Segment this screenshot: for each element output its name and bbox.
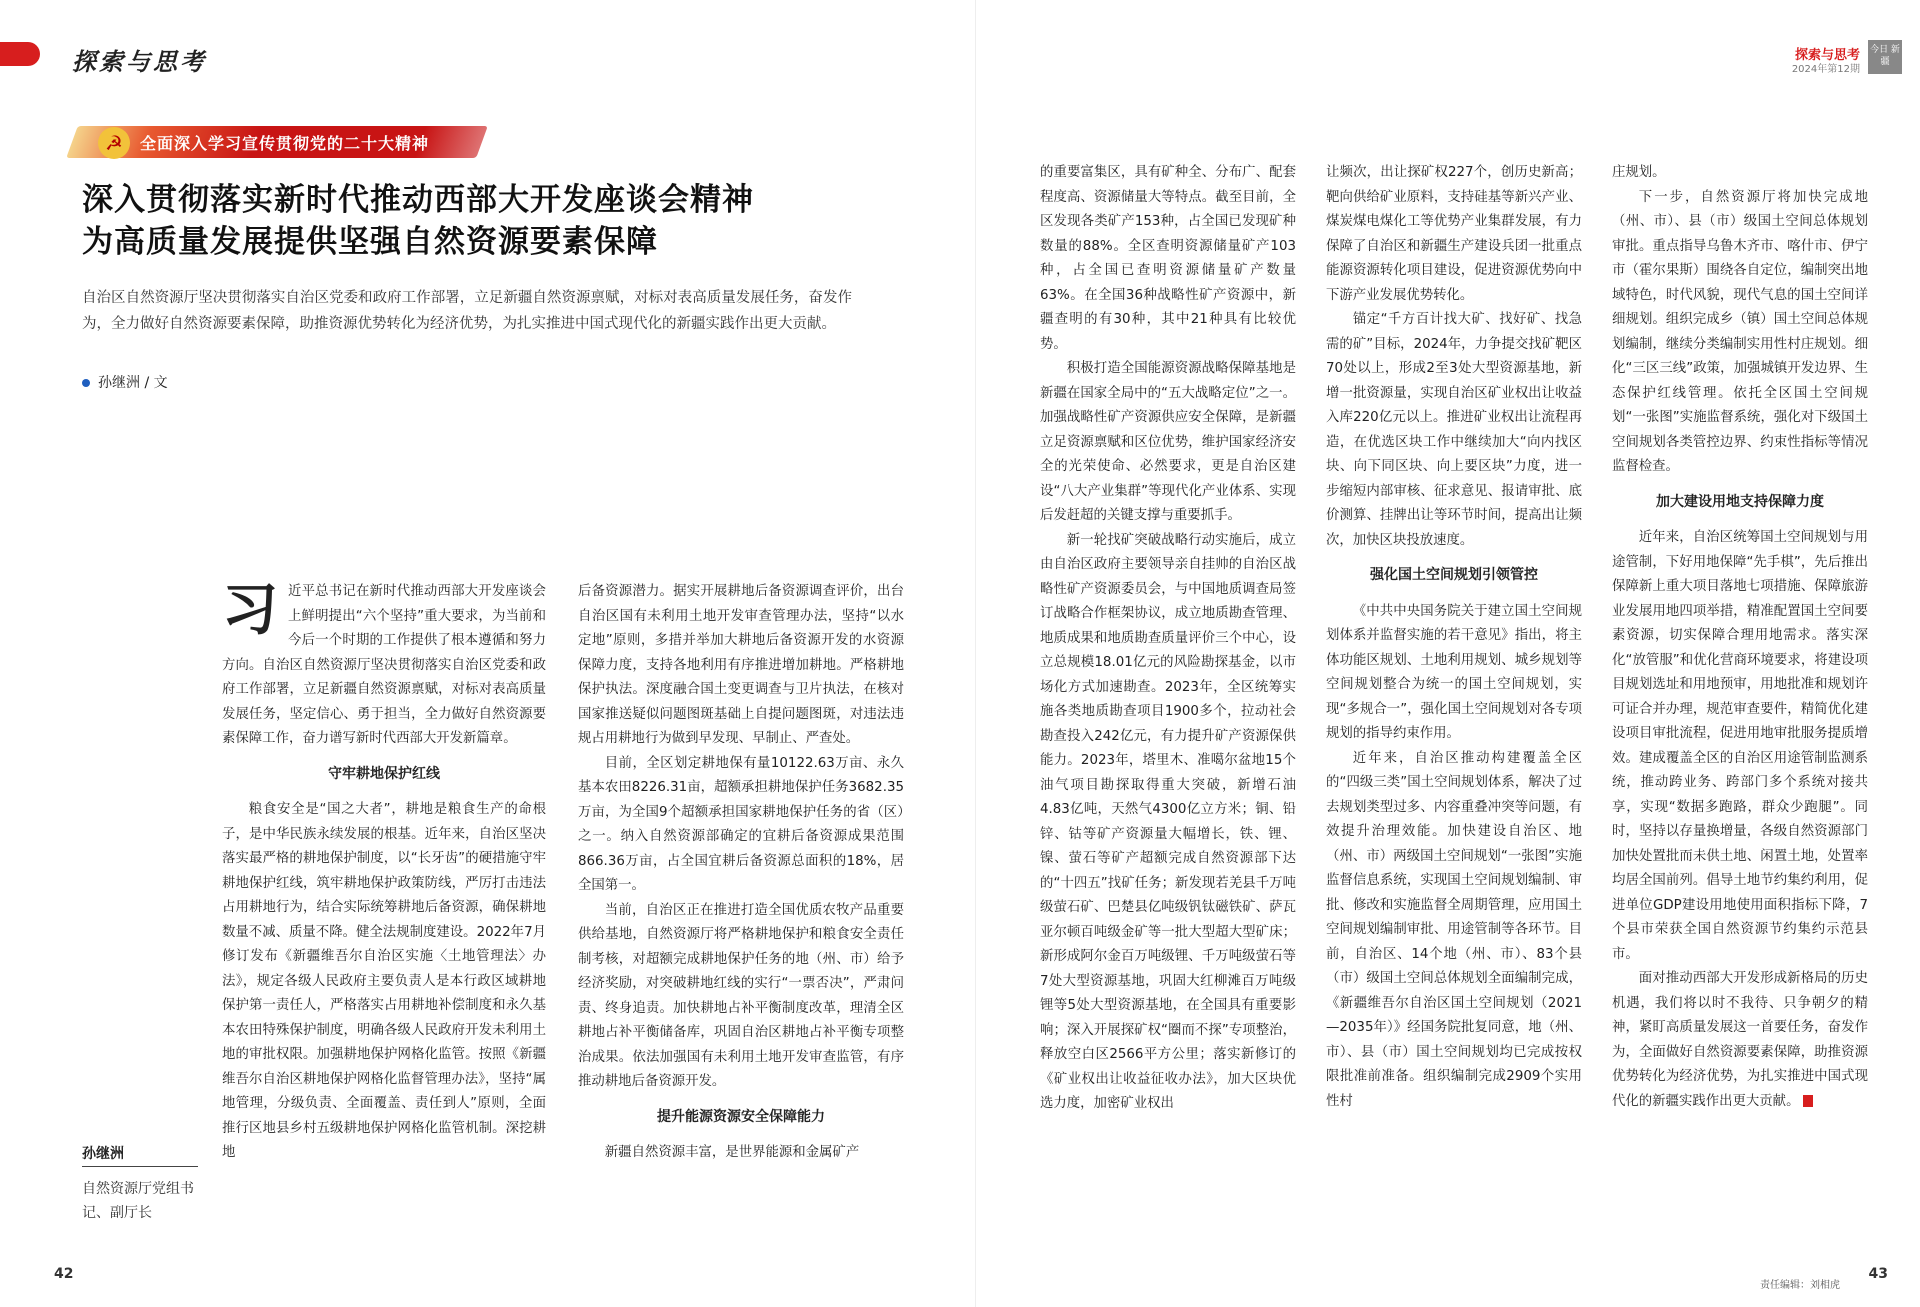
section-heading: 守牢耕地保护红线 [328, 765, 440, 782]
article-abstract: 自治区自然资源厅坚决贯彻落实自治区党委和政府工作部署，立足新疆自然资源禀赋，对标对表高质量发展任务，奋发作为，全力做好自然资源要素保障，助推资源优势转化为经济优势，为扎实推进中国式现代化的新疆实践作出更大贡献。 [82, 290, 852, 332]
paragraph: 让频次，出让探矿权227个，创历史新高；靶向供给矿业原料，支持硅基等新兴产业、煤炭煤电煤化工等优势产业集群发展，有力保障了自治区和新疆生产建设兵团一批重点能源资源转化项目建设，促进资源优势向中下游产业发展优势转化。 [1326, 165, 1582, 303]
magazine-logo: 今日 新疆 [1868, 40, 1902, 74]
column-2 [578, 580, 904, 1166]
paragraph: 新疆自然资源丰富，是世界能源和金属矿产 [604, 1145, 860, 1160]
author-name: 孙继洲 [82, 1146, 124, 1162]
article-title-line1: 深入贯彻落实新时代推动西部大开发座谈会精神 [82, 182, 754, 218]
bullet-icon [82, 379, 90, 387]
author-rule [82, 1166, 198, 1167]
paragraph: 近平总书记在新时代推动西部大开发座谈会上鲜明提出“六个坚持”重大要求，为当前和今后一个时期的工作提供了根本遵循和努力方向。自治区自然资源厅坚决贯彻落实自治区党委和政府工作部署，立足新疆自然资源禀赋，对标对表高质量发展任务，坚定信心、勇于担当，全力做好自然资源要素保障工作，奋力谱写新时代西部大开发新篇章。 [222, 584, 546, 746]
paragraph: 积极打造全国能源资源战略保障基地是新疆在国家全局中的“五大战略定位”之一。加强战略性矿产资源供应安全保障，是新疆立足资源禀赋和区位优势，维护国家经济安全的光荣使命、必然要求，更是自治区建设“八大产业集群”等现代化产业体系、实现后发赶超的关键支撑与重要抓手。 [1040, 361, 1296, 523]
section-heading: 强化国土空间规划引领管控 [1370, 567, 1538, 583]
paragraph: 的重要富集区，具有矿种全、分布广、配套程度高、资源储量大等特点。截至目前，全区发现各类矿产153种，占全国已发现矿种数量的88%。全区查明资源储量矿产103种，占全国已查明资源储量矿产数量63%。在全国36种战略性矿产资源中，新疆查明的有30种，其中21种具有比较优势。 [1040, 165, 1296, 352]
paragraph: 当前，自治区正在推进打造全国优质农牧产品重要供给基地，自然资源厅将严格耕地保护和粮食安全责任制考核，对超额完成耕地保护任务的地（州、市）给予经济奖励，对突破耕地红线的实行“一票否决”，严肃问责、终身追责。加快耕地占补平衡制度改革，理清全区耕地占补平衡储备库，巩固自治区耕地占补平衡专项整治成果。依法加强国有未利用土地开发审查监管，有序推动耕地后备资源开发。 [578, 902, 904, 1089]
running-head-issue: 2024年第12期 [1791, 64, 1860, 75]
section-heading: 提升能源资源安全保障能力 [657, 1108, 825, 1125]
editor-credit: 责任编辑：刘相虎 [1760, 1280, 1840, 1291]
party-emblem-icon: ☭ [98, 127, 130, 159]
paragraph: 近年来，自治区统筹国土空间规划与用途管制，下好用地保障“先手棋”，先后推出保障新上重大项目落地七项措施、保障旅游业发展用地四项举措，精准配置国土空间要素资源，切实保障合理用地需求。落实深化“放管服”和优化营商环境要求，将建设项目规划选址和用地预审，用地批准和规划许可证合并办理，规范审查要件，精简优化建设项目审批流程，促进用地审批服务提质增效。建成覆盖全区的自治区用途管制监测系统，推动跨业务、跨部门多个系统对接共享，实现“数据多跑路，群众少跑腿”。同时，坚持以存量换增量，各级自然资源部门加快处置批而未供土地、闲置土地，处置率均居全国前列。倡导土地节约集约利用，促进单位GDP建设用地使用面积指标下降，7个县市荣获全国自然资源节约集约示范县市。 [1612, 530, 1868, 962]
paragraph: 粮食安全是“国之大者”，耕地是粮食生产的命根子，是中华民族永续发展的根基。近年来，自治区坚决落实最严格的耕地保护制度，以“长牙齿”的硬措施守牢耕地保护红线，筑牢耕地保护政策防线，严厉打击违法占用耕地行为，结合实际统筹耕地后备资源，确保耕地数量不减、质量不降。健全法规制度建设。2022年7月修订发布《新疆维吾尔自治区实施〈土地管理法〉办法》，规定各级人民政府主要负责人是本行政区域耕地保护第一责任人，严格落实占用耕地补偿制度和永久基本农田特殊保护制度，明确各级人民政府开发未利用土地的审批权限。加强耕地保护网格化监管。按照《新疆维吾尔自治区耕地保护网格化监督管理办法》，坚持“属地管理，分级负责、全面覆盖、责任到人”原则，全面推行区地县乡村五级耕地保护网格化监管机制。深挖耕地 [222, 802, 546, 1160]
section-label: 探索与思考 [72, 47, 207, 76]
article-title-line2: 为高质量发展提供坚强自然资源要素保障 [82, 224, 658, 260]
column-5 [1612, 161, 1868, 1114]
byline [82, 372, 168, 392]
running-head-title: 探索与思考 [1794, 48, 1860, 63]
byline-text: 孙继洲 / 文 [98, 375, 168, 391]
section-heading: 加大建设用地支持保障力度 [1656, 493, 1824, 510]
paragraph [1612, 967, 1868, 1114]
page-number-right: 43 [1868, 1266, 1888, 1282]
paragraph: 《中共中央国务院关于建立国土空间规划体系并监督实施的若干意见》指出，将主体功能区规划、土地利用规划、城乡规划等空间规划整合为统一的国土空间规划，实现“多规合一”，强化国土空间规划对各专项规划的指导约束作用。 [1326, 603, 1582, 741]
author-title: 自然资源厅党组书记、副厅长 [82, 1181, 194, 1221]
paragraph: 目前，全区划定耕地保有量10122.63万亩、永久基本农田8226.31亩，超额承担耕地保护任务3682.35万亩，为全国9个超额承担国家耕地保护任务的省（区）之一。纳入自然资源部确定的宜耕后备资源成果范围866.36万亩，占全国宜耕后备资源总面积的18%，居全国第一。 [578, 755, 904, 893]
paragraph: 后备资源潜力。据实开展耕地后备资源调查评价，出台自治区国有未利用土地开发审查管理办法，坚持“以水定地”原则，多措并举加大耕地后备资源开发的水资源保障力度，支持各地利用有序推进增加耕地。严格耕地保护执法。深度融合国土变更调查与卫片执法，在核对国家推送疑似问题图斑基础上自提问题图斑，对违法违规占用耕地行为做到早发现、早制止、严查处。 [578, 584, 904, 746]
page-number-left: 42 [54, 1266, 74, 1282]
column-4 [1326, 161, 1582, 1114]
paragraph: 近年来，自治区推动构建覆盖全区的“四级三类”国土空间规划体系，解决了过去规划类型过多、内容重叠冲突等问题，有效提升治理效能。加快建设自治区、地（州、市）两级国土空间规划“一张图”实施监督信息系统，实现国土空间规划编制、审批、修改和实施监督全周期管理，应用国土空间规划编制审批、用途管制等各环节。目前，自治区、14个地（州、市）、83个县（市）级国土空间总体规划全面编制完成，《新疆维吾尔自治区国土空间规划（2021—2035年）》经国务院批复同意，地（州、市）、县（市）国土空间规划均已完成按权限批准前准备。组织编制完成2909个实用性村 [1326, 750, 1582, 1109]
column-3 [1040, 161, 1296, 1117]
banner-text: 全面深入学习宣传贯彻党的二十大精神 [140, 134, 430, 153]
drop-cap: 习 [222, 577, 278, 643]
paragraph: 新一轮找矿突破战略行动实施后，成立由自治区政府主要领导亲自挂帅的自治区战略性矿产资源委员会，与中国地质调查局签订战略合作框架协议，成立地质勘查管理、地质成果和地质勘查质量评价三个中心，设立总规模18.01亿元的风险勘探基金，以市场化方式加速勘查。2023年，全区统筹实施各类地质勘查项目1900多个，拉动社会勘查投入242亿元，有力提升矿产资源保供能力。2023年，塔里木、准噶尔盆地15个油气项目勘探取得重大突破，新增石油4.83亿吨，天然气4300亿立方米；铜、铅锌、钴等矿产资源量大幅增长，铁、锂、镍、萤石等矿产超额完成自然资源部下达的“十四五”找矿任务；新发现若羌县千万吨级萤石矿、巴楚县亿吨级钒钛磁铁矿、萨瓦亚尔顿百吨级金矿等一批大型超大型矿床；新形成阿尔金百万吨级锂、千万吨级萤石等7处大型资源基地，巩固大红柳滩百万吨级锂等5处大型资源基地，在全国具有重要影响；深入开展探矿权“圈而不探”专项整治，释放空白区2566平方公里；落实新修订的《矿业权出让收益征收办法》，加大区块优选力度，加密矿业权出 [1040, 532, 1296, 1111]
closing-text: 面对推动西部大开发形成新格局的历史机遇，我们将以时不我待、只争朝夕的精神，紧盯高质量发展这一首要任务，奋发作为，全面做好自然资源要素保障，助推资源优势转化为经济优势，为扎实推进中国式现代化的新疆实践作出更大贡献。 [1612, 971, 1868, 1109]
paragraph: 庄规划。 [1612, 165, 1666, 180]
paragraph: 锚定“千方百计找大矿、找好矿、找急需的矿”目标，2024年，力争提交找矿靶区70处以上，形成2至3处大型资源基地，新增一批资源量，实现自治区矿业权出让收益入库220亿元以上。推进矿业权出让流程再造，在优选区块工作中继续加大“向内找区块、向下同区块、向上要区块”力度，进一步缩短内部审核、征求意见、报请审批、底价测算、挂牌出让等环节时间，提高出让频次，加快区块投放速度。 [1326, 312, 1582, 548]
end-mark-icon [1803, 1095, 1813, 1107]
paragraph: 下一步，自然资源厅将加快完成地（州、市）、县（市）级国土空间总体规划审批。重点指导乌鲁木齐市、喀什市、伊宁市（霍尔果斯）围绕各自定位，编制突出地域特色，时代风貌，现代气息的国土空间详细规划。组织完成乡（镇）国土空间总体规划编制，继续分类编制实用性村庄规划。细化“三区三线”政策，加强城镇开发边界、生态保护红线管理。依托全区国土空间规划“一张图”实施监督系统，强化对下级国土空间规划各类管控边界、约束性指标等情况监督检查。 [1612, 189, 1868, 474]
section-tab [0, 42, 40, 66]
column-1 [222, 577, 546, 1166]
page-gutter [975, 0, 976, 1307]
